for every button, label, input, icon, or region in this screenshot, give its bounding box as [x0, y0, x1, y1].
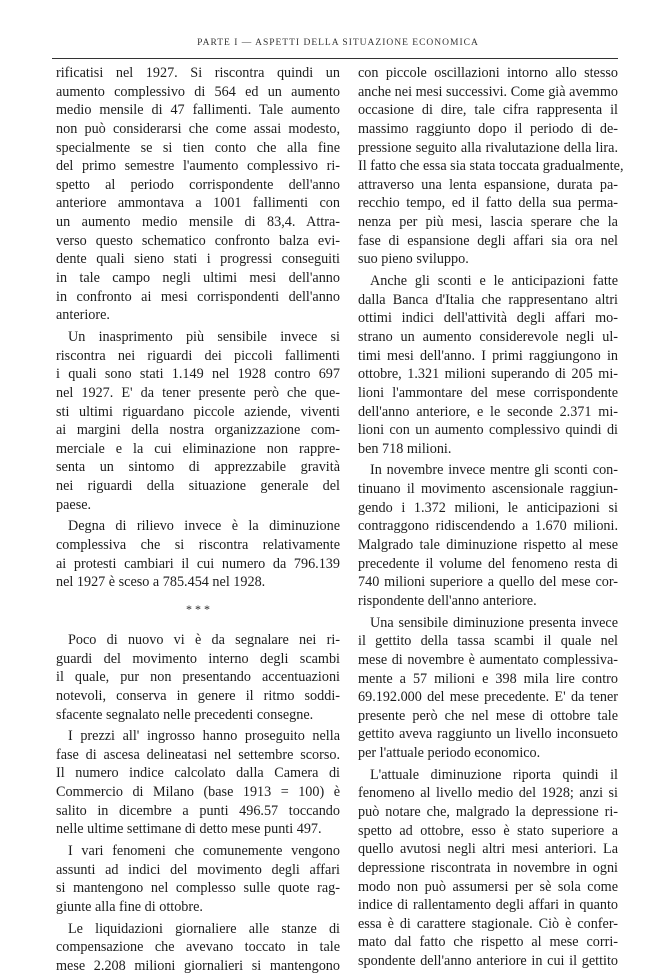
- text-line: I vari fenomeni che comunemente vengono: [68, 842, 340, 859]
- text-line: ottobre, 1.321 milioni superando di 205 mi-: [358, 366, 618, 383]
- text-line: depressione riscontrata in novembre in ogni: [358, 859, 618, 876]
- text-line: in confronto ai mesi corrispondenti dell'anno: [56, 288, 340, 305]
- text-line: recchio tempo, ed il fatto della sua perma-: [358, 195, 618, 212]
- text-line: fenomeno al livello medio del 1928; anzi si: [358, 785, 618, 802]
- text-line: spetto ad ottobre, esso è stato superiore a: [358, 822, 618, 839]
- text-line: rificatisi nel 1927. Si riscontra quindi un: [56, 65, 340, 81]
- text-line: i quali sono stati 1.149 nel 1928 contro 697: [56, 366, 340, 383]
- text-line: dell'anno anteriore, e le seconde 2.371 mi-: [358, 403, 618, 420]
- text-line: specialmente se si tien conto che alla fine: [56, 139, 340, 156]
- text-line: Le liquidazioni giornaliere alle stanze di: [68, 920, 340, 937]
- text-line: contraggono ridiscendendo a 1.670 milioni.: [358, 518, 618, 535]
- text-line: giunte alla fine di ottobre.: [56, 898, 203, 915]
- text-line: presente però che nel mese di ottobre tale: [358, 707, 618, 724]
- text-line: sfacente segnalato nelle precedenti consegne.: [56, 706, 314, 723]
- paragraph: [56, 328, 340, 514]
- text-line: del primo semestre l'aumento complessivo ri-: [56, 158, 340, 175]
- text-line: gendo i 1.372 milioni, le anticipazioni si: [358, 499, 618, 516]
- text-line: precedente il volume del fenomeno resta di: [358, 555, 618, 572]
- header-rule: [52, 58, 618, 59]
- paragraph: [56, 920, 340, 976]
- text-line: dalla Banca d'Italia che rappresentano altri: [358, 291, 618, 308]
- text-line: ai protesti cambiari il cui numero da 796.139: [56, 555, 340, 572]
- running-header: PARTE I — ASPETTI DELLA SITUAZIONE ECONOMICA: [197, 38, 479, 48]
- text-line: Poco di nuovo vi è da segnalare nei ri-: [68, 631, 340, 648]
- text-line: ai margini della nostra organizzazione com-: [56, 422, 340, 439]
- text-line: pressione seguito alla rivalutazione della lira.: [358, 139, 618, 156]
- text-line: mese 2.208 milioni giornalieri si mantengono: [56, 957, 340, 974]
- text-line: 740 milioni superiore a quello del mese cor-: [358, 574, 618, 591]
- text-line: tinuano il movimento ascensionale raggiun-: [358, 481, 618, 498]
- text-line: con piccole oscillazioni intorno allo stesso: [358, 65, 618, 81]
- paragraph: [56, 727, 340, 839]
- text-line: essa è di carattere stagionale. Ciò è confer-: [358, 915, 618, 932]
- text-line: nel 1927 è sceso a 785.454 nel 1928.: [56, 574, 266, 591]
- text-line: spondente dell'anno anteriore in cui il gettito: [358, 953, 618, 970]
- text-line: complessiva che si riscontra relativamente: [56, 537, 340, 554]
- text-line: salito in dicembre a punti 496.57 toccando: [56, 802, 340, 819]
- text-line: in tale campo negli ultimi mesi dell'anno: [56, 270, 340, 287]
- text-line: L'attuale diminuzione riporta quindi il: [370, 766, 618, 783]
- paragraph: [358, 272, 618, 458]
- text-line: occasione di dire, tale cifra rappresenta il: [358, 102, 618, 119]
- paragraph: [358, 614, 618, 763]
- text-line: anche nei mesi successivi. Come già avemmo: [358, 83, 618, 100]
- text-line: compensazione che avevano toccato in tale: [56, 939, 340, 956]
- text-line: Il fatto che essa sia stata toccata gradualmente,: [358, 158, 624, 175]
- text-line: mente a 57 milioni e 398 mila lire contro: [358, 670, 618, 687]
- text-line: anteriore ammontava a 1001 fallimenti con: [56, 195, 340, 212]
- text-line: Una sensibile diminuzione presenta invece: [370, 614, 618, 631]
- text-line: In novembre invece mentre gli sconti con-: [370, 462, 618, 479]
- paragraph: [56, 517, 340, 592]
- text-line: mese di novembre è aumentato complessiva-: [358, 651, 618, 668]
- text-line: non può considerarsi che come assai modesto,: [56, 120, 340, 137]
- text-line: indice di rallentamento degli affari in quanto: [358, 897, 618, 914]
- text-line: nenza per più mesi, lascia sperare che la: [358, 214, 618, 231]
- text-line: spetto al periodo corrispondente dell'anno: [56, 176, 340, 193]
- text-line: I prezzi all' ingrosso hanno proseguito nella: [68, 728, 340, 745]
- text-line: il gettito della tassa scambi il quale nel: [358, 633, 618, 650]
- paragraph: [358, 64, 624, 269]
- text-line: attraverso una lenta espansione, durata pa-: [358, 176, 618, 193]
- text-line: si mantengono nel complesso sulle quote rag-: [56, 880, 340, 897]
- text-line: il quale, pur non presentando accentuazioni: [56, 669, 340, 686]
- paragraph: [56, 64, 340, 325]
- text-line: mato dal fatto che rispetto al mese corri-: [358, 934, 618, 951]
- text-line: massimo raggiunto dopo il periodo di de-: [358, 120, 618, 137]
- text-line: lioni con un aumento complessivo quindi di: [358, 422, 618, 439]
- text-line: nel 1927. E' da tener presente però che que-: [56, 384, 340, 401]
- text-line: sti ultimi riguardano piccole aziende, viventi: [56, 403, 340, 420]
- text-line: fase di ascesa delineatasi nel settembre scorso.: [56, 746, 340, 763]
- text-line: merciale e la cui eliminazione non rappre-: [56, 440, 340, 457]
- text-line: anteriore.: [56, 307, 110, 324]
- text-line: nelle ultime settimane di detto mese punti 497.: [56, 821, 322, 838]
- paragraph: [358, 766, 618, 971]
- text-line: assunti ad indici del movimento degli affari: [56, 861, 340, 878]
- text-line: suo pieno sviluppo.: [358, 251, 469, 268]
- text-line: per l'attuale periodo economico.: [358, 745, 541, 762]
- paragraph: [56, 842, 340, 917]
- text-line: Commercio di Milano (base 1913 = 100) è: [56, 784, 340, 801]
- section-asterism: * * *: [186, 601, 210, 616]
- text-line: strano un aumento considerevole negli ul-: [358, 328, 618, 345]
- text-line: rispondente dell'anno anteriore.: [358, 592, 537, 609]
- text-line: dente quali sieno stati i progressi conseguiti: [56, 251, 340, 268]
- text-line: nei riguardi della situazione generale del: [56, 478, 340, 495]
- text-line: fase di espansione degli affari sia ora nel: [358, 232, 618, 249]
- text-line: quello avutosi negli altri mesi anteriori. La: [358, 841, 618, 858]
- text-line: può notare che, malgrado la depressione ri-: [358, 803, 618, 820]
- text-line: ben 718 milioni.: [358, 440, 452, 457]
- text-line: Degna di rilievo invece è la diminuzione: [68, 518, 340, 535]
- text-line: Anche gli sconti e le anticipazioni fatte: [370, 273, 618, 290]
- text-line: Il numero indice calcolato dalla Camera di: [56, 765, 340, 782]
- text-line: un aumento medio mensile di 83,4. Attra-: [56, 214, 340, 231]
- text-line: lioni l'ammontare del mese corrispondente: [358, 384, 618, 401]
- text-line: timi mesi dell'anno. I primi raggiungono in: [358, 347, 618, 364]
- text-line: paese.: [56, 496, 92, 513]
- text-line: gettito aveva raggiunto un livello inconsueto: [358, 726, 618, 743]
- text-line: Un inasprimento più sensibile invece si: [68, 328, 340, 345]
- text-line: Malgrado tale diminuzione rispetto al mese: [358, 537, 618, 554]
- text-line: modo non può assumersi per sè sola come: [358, 878, 618, 895]
- paragraph: [56, 631, 340, 724]
- text-line: 69.192.000 del mese precedente. E' da tener: [358, 689, 618, 706]
- text-line: verso questo schematico confronto balza evi-: [56, 232, 340, 249]
- left-column: [56, 64, 340, 978]
- paragraph: [358, 461, 618, 610]
- right-column: [358, 64, 624, 974]
- text-line: notevoli, conserva in genere il ritmo soddi-: [56, 687, 340, 704]
- text-line: ottimi indici dell'attività degli affari mo-: [358, 310, 618, 327]
- text-line: guardi del movimento interno degli scambi: [56, 650, 340, 667]
- text-line: aumento complessivo di 564 ed un aumento: [56, 83, 340, 100]
- text-line: riscontra nei riguardi dei piccoli fallimenti: [56, 347, 340, 364]
- text-line: medio mensile di 47 fallimenti. Tale aumento: [56, 102, 340, 119]
- text-line: senta un sintomo di apprezzabile gravità: [56, 459, 340, 476]
